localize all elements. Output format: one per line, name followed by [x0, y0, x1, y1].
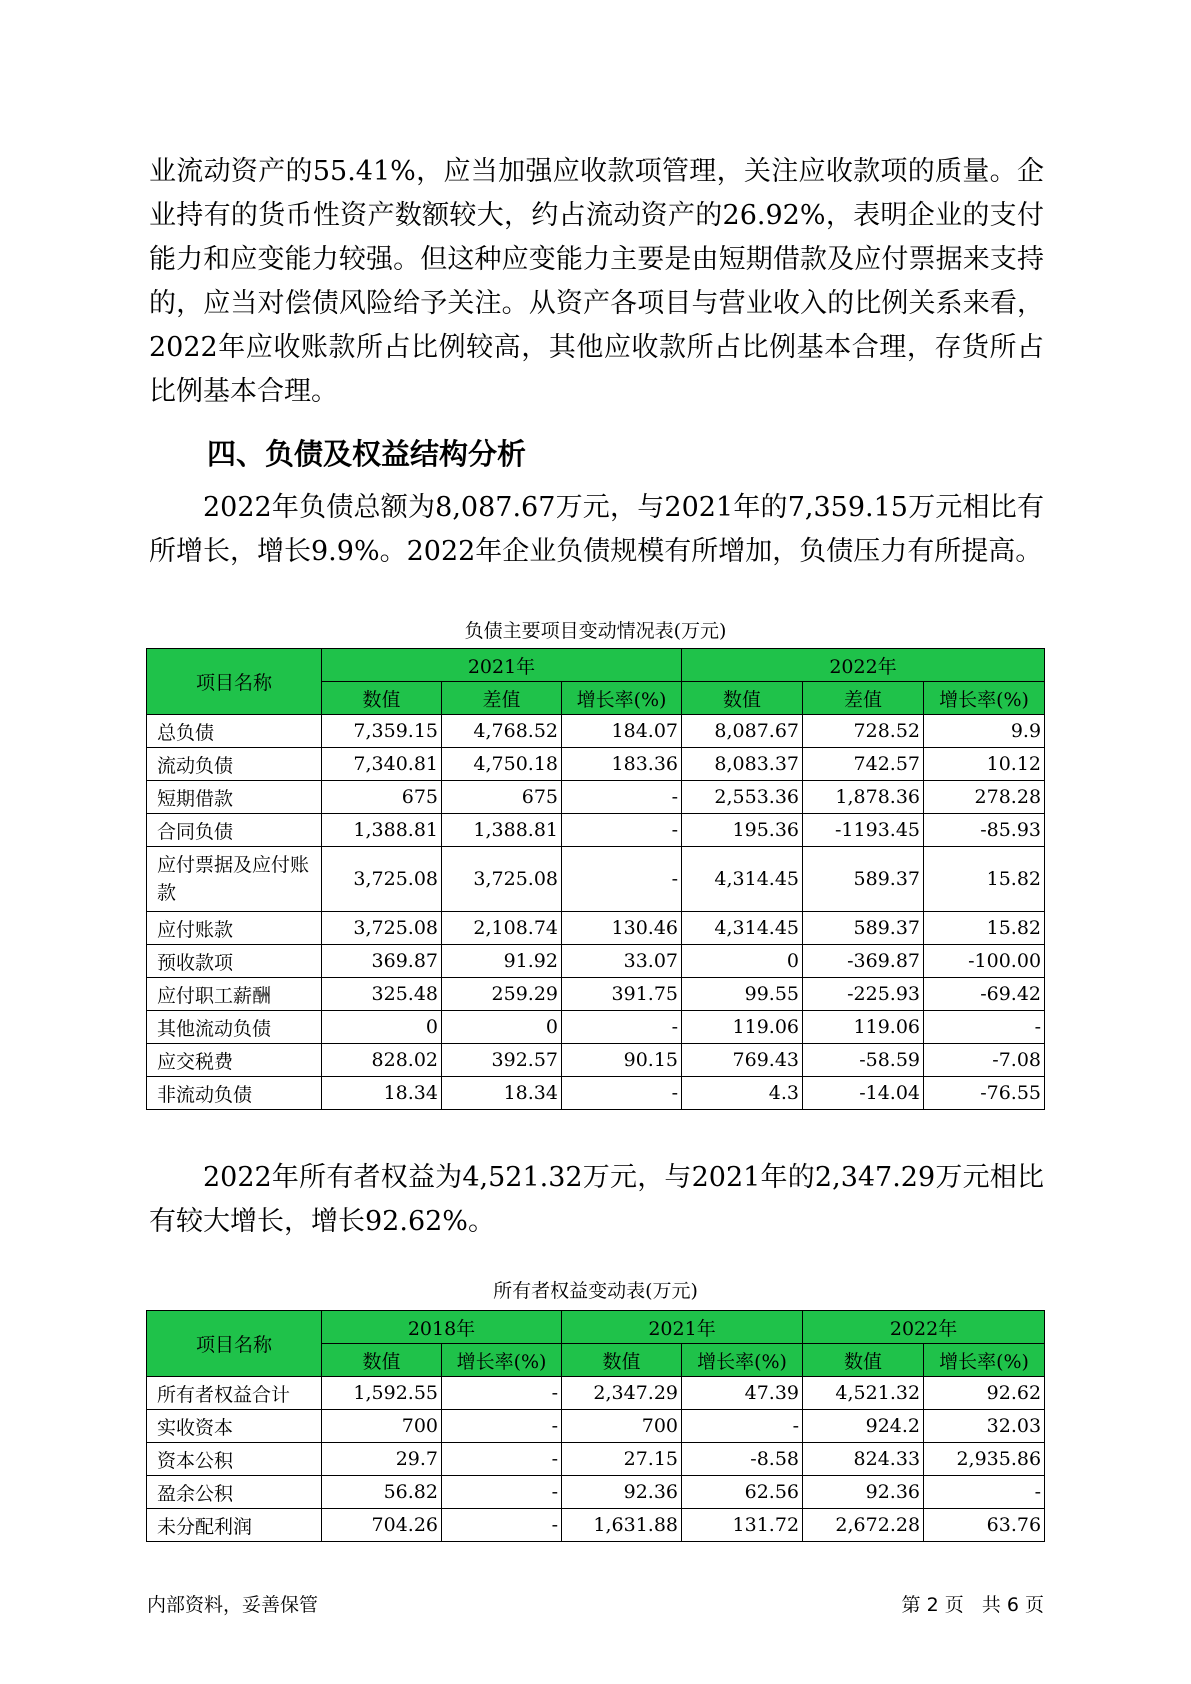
value-cell: 92.36 — [562, 1476, 682, 1509]
table-row — [147, 715, 1045, 748]
value-cell: 0 — [322, 1011, 442, 1044]
row-label-cell: 应付职工薪酬 — [147, 978, 322, 1011]
row-label-cell: 应付票据及应付账款 — [147, 847, 322, 912]
table-row — [147, 1044, 1045, 1077]
value-cell: 742.57 — [803, 748, 924, 781]
value-cell: 10.12 — [924, 748, 1045, 781]
column-header-year-2021: 2021年 — [562, 1311, 803, 1344]
value-cell: 392.57 — [442, 1044, 562, 1077]
value-cell: 4,314.45 — [682, 912, 803, 945]
value-cell: 195.36 — [682, 814, 803, 847]
table-row — [147, 1443, 1045, 1476]
value-cell: 90.15 — [562, 1044, 682, 1077]
value-cell: 131.72 — [682, 1509, 803, 1542]
value-cell: 924.2 — [803, 1410, 924, 1443]
value-cell: -69.42 — [924, 978, 1045, 1011]
row-label-cell: 合同负债 — [147, 814, 322, 847]
value-cell: -7.08 — [924, 1044, 1045, 1077]
value-cell: 184.07 — [562, 715, 682, 748]
value-cell: - — [924, 1476, 1045, 1509]
column-header-difference: 差值 — [442, 682, 562, 715]
value-cell: 4.3 — [682, 1077, 803, 1110]
table-row — [147, 945, 1045, 978]
liabilities-table-body — [147, 715, 1045, 1110]
column-header-item-name: 项目名称 — [147, 649, 322, 715]
liabilities-table-caption: 负债主要项目变动情况表(万元) — [464, 620, 727, 642]
table-row — [147, 912, 1045, 945]
value-cell: 99.55 — [682, 978, 803, 1011]
value-cell: 130.46 — [562, 912, 682, 945]
column-header-difference: 差值 — [803, 682, 924, 715]
value-cell: 700 — [322, 1410, 442, 1443]
value-cell: 1,388.81 — [442, 814, 562, 847]
paragraph-assets-summary: 业流动资产的55.41%，应当加强应收款项管理，关注应收款项的质量。企业持有的货币性资产数额较大，约占流动资产的26.92%，表明企业的支付能力和应变能力较强。但这种应变能力主要是由短期借款及应付票据来支持的，应当对偿债风险给予关注。从资产各项目与营业收入的比例关系来看，2022年应收账款所占比例较高，其他应收款所占比例基本合理，存货所占比例基本合理。 — [149, 156, 1044, 407]
column-header-value: 数值 — [682, 682, 803, 715]
value-cell: 91.92 — [442, 945, 562, 978]
column-header-growth-rate: 增长率(%) — [924, 682, 1045, 715]
equity-table-body — [147, 1377, 1045, 1542]
column-header-year-2018: 2018年 — [322, 1311, 562, 1344]
row-label-cell: 其他流动负债 — [147, 1011, 322, 1044]
column-header-value: 数值 — [322, 682, 442, 715]
table-row — [147, 1476, 1045, 1509]
paragraph-equity-summary: 2022年所有者权益为4,521.32万元，与2021年的2,347.29万元相比有较大增长，增长92.62%。 — [149, 1162, 1044, 1237]
value-cell: 3,725.08 — [442, 847, 562, 912]
value-cell: 4,768.52 — [442, 715, 562, 748]
column-header-growth-rate: 增长率(%) — [924, 1344, 1045, 1377]
value-cell: -8.58 — [682, 1443, 803, 1476]
column-header-year-2022: 2022年 — [682, 649, 1045, 682]
value-cell: - — [442, 1410, 562, 1443]
row-label-cell: 短期借款 — [147, 781, 322, 814]
column-header-growth-rate: 增长率(%) — [682, 1344, 803, 1377]
row-label-cell: 资本公积 — [147, 1443, 322, 1476]
value-cell: 325.48 — [322, 978, 442, 1011]
value-cell: 47.39 — [682, 1377, 803, 1410]
value-cell: 675 — [322, 781, 442, 814]
value-cell: - — [442, 1509, 562, 1542]
row-label-cell: 非流动负债 — [147, 1077, 322, 1110]
value-cell: 2,553.36 — [682, 781, 803, 814]
value-cell: 769.43 — [682, 1044, 803, 1077]
value-cell: 92.62 — [924, 1377, 1045, 1410]
value-cell: 119.06 — [803, 1011, 924, 1044]
footer-confidential-note: 内部资料，妥善保管 — [147, 1594, 319, 1616]
value-cell: 33.07 — [562, 945, 682, 978]
value-cell: 56.82 — [322, 1476, 442, 1509]
value-cell: 1,592.55 — [322, 1377, 442, 1410]
row-label-cell: 总负债 — [147, 715, 322, 748]
value-cell: 700 — [562, 1410, 682, 1443]
value-cell: 9.9 — [924, 715, 1045, 748]
value-cell: -76.55 — [924, 1077, 1045, 1110]
equity-table — [146, 1310, 1045, 1542]
column-header-year-2022: 2022年 — [803, 1311, 1045, 1344]
table-row — [147, 1011, 1045, 1044]
value-cell: 8,083.37 — [682, 748, 803, 781]
table-row — [147, 814, 1045, 847]
column-header-value: 数值 — [322, 1344, 442, 1377]
value-cell: 4,750.18 — [442, 748, 562, 781]
value-cell: 2,935.86 — [924, 1443, 1045, 1476]
value-cell: - — [562, 814, 682, 847]
footer-page-number: 第 2 页 共 6 页 — [901, 1594, 1044, 1616]
value-cell: 7,359.15 — [322, 715, 442, 748]
value-cell: 4,521.32 — [803, 1377, 924, 1410]
value-cell: - — [562, 1011, 682, 1044]
row-label-cell: 应交税费 — [147, 1044, 322, 1077]
column-header-value: 数值 — [562, 1344, 682, 1377]
paragraph-liabilities-summary: 2022年负债总额为8,087.67万元，与2021年的7,359.15万元相比有所增长，增长9.9%。2022年企业负债规模有所增加，负债压力有所提高。 — [149, 492, 1044, 567]
row-label-cell: 盈余公积 — [147, 1476, 322, 1509]
value-cell: 278.28 — [924, 781, 1045, 814]
value-cell: 15.82 — [924, 847, 1045, 912]
equity-table-caption: 所有者权益变动表(万元) — [493, 1280, 698, 1302]
value-cell: -369.87 — [803, 945, 924, 978]
row-label-cell: 流动负债 — [147, 748, 322, 781]
value-cell: 828.02 — [322, 1044, 442, 1077]
value-cell: 0 — [442, 1011, 562, 1044]
table-row — [147, 1509, 1045, 1542]
value-cell: 0 — [682, 945, 803, 978]
value-cell: 589.37 — [803, 912, 924, 945]
row-label-cell: 实收资本 — [147, 1410, 322, 1443]
value-cell: 92.36 — [803, 1476, 924, 1509]
value-cell: - — [562, 847, 682, 912]
value-cell: 32.03 — [924, 1410, 1045, 1443]
liabilities-table — [146, 648, 1045, 1110]
value-cell: 8,087.67 — [682, 715, 803, 748]
value-cell: -14.04 — [803, 1077, 924, 1110]
section-heading: 四、负债及权益结构分析 — [207, 437, 527, 471]
value-cell: 3,725.08 — [322, 912, 442, 945]
table-row — [147, 847, 1045, 912]
value-cell: 2,672.28 — [803, 1509, 924, 1542]
value-cell: 18.34 — [322, 1077, 442, 1110]
value-cell: 824.33 — [803, 1443, 924, 1476]
value-cell: 4,314.45 — [682, 847, 803, 912]
value-cell: 391.75 — [562, 978, 682, 1011]
value-cell: - — [442, 1377, 562, 1410]
value-cell: 1,631.88 — [562, 1509, 682, 1542]
value-cell: 2,347.29 — [562, 1377, 682, 1410]
value-cell: - — [562, 1077, 682, 1110]
value-cell: 704.26 — [322, 1509, 442, 1542]
column-header-value: 数值 — [803, 1344, 924, 1377]
value-cell: 29.7 — [322, 1443, 442, 1476]
row-label-cell: 预收款项 — [147, 945, 322, 978]
table-row — [147, 978, 1045, 1011]
value-cell: 27.15 — [562, 1443, 682, 1476]
value-cell: - — [924, 1011, 1045, 1044]
value-cell: 18.34 — [442, 1077, 562, 1110]
value-cell: - — [442, 1476, 562, 1509]
value-cell: -1193.45 — [803, 814, 924, 847]
value-cell: 119.06 — [682, 1011, 803, 1044]
value-cell: 15.82 — [924, 912, 1045, 945]
value-cell: - — [442, 1443, 562, 1476]
value-cell: -58.59 — [803, 1044, 924, 1077]
column-header-item-name: 项目名称 — [147, 1311, 322, 1377]
value-cell: - — [562, 781, 682, 814]
value-cell: 259.29 — [442, 978, 562, 1011]
value-cell: 675 — [442, 781, 562, 814]
value-cell: -225.93 — [803, 978, 924, 1011]
table-row — [147, 1077, 1045, 1110]
row-label-cell: 未分配利润 — [147, 1509, 322, 1542]
table-row — [147, 748, 1045, 781]
value-cell: 369.87 — [322, 945, 442, 978]
value-cell: -100.00 — [924, 945, 1045, 978]
table-row — [147, 1410, 1045, 1443]
column-header-growth-rate: 增长率(%) — [562, 682, 682, 715]
value-cell: 589.37 — [803, 847, 924, 912]
value-cell: 2,108.74 — [442, 912, 562, 945]
row-label-cell: 所有者权益合计 — [147, 1377, 322, 1410]
value-cell: 728.52 — [803, 715, 924, 748]
value-cell: 62.56 — [682, 1476, 803, 1509]
table-row — [147, 1377, 1045, 1410]
value-cell: 63.76 — [924, 1509, 1045, 1542]
value-cell: -85.93 — [924, 814, 1045, 847]
value-cell: - — [682, 1410, 803, 1443]
row-label-cell: 应付账款 — [147, 912, 322, 945]
column-header-year-2021: 2021年 — [322, 649, 682, 682]
column-header-growth-rate: 增长率(%) — [442, 1344, 562, 1377]
table-row — [147, 781, 1045, 814]
value-cell: 3,725.08 — [322, 847, 442, 912]
value-cell: 183.36 — [562, 748, 682, 781]
value-cell: 7,340.81 — [322, 748, 442, 781]
value-cell: 1,878.36 — [803, 781, 924, 814]
value-cell: 1,388.81 — [322, 814, 442, 847]
